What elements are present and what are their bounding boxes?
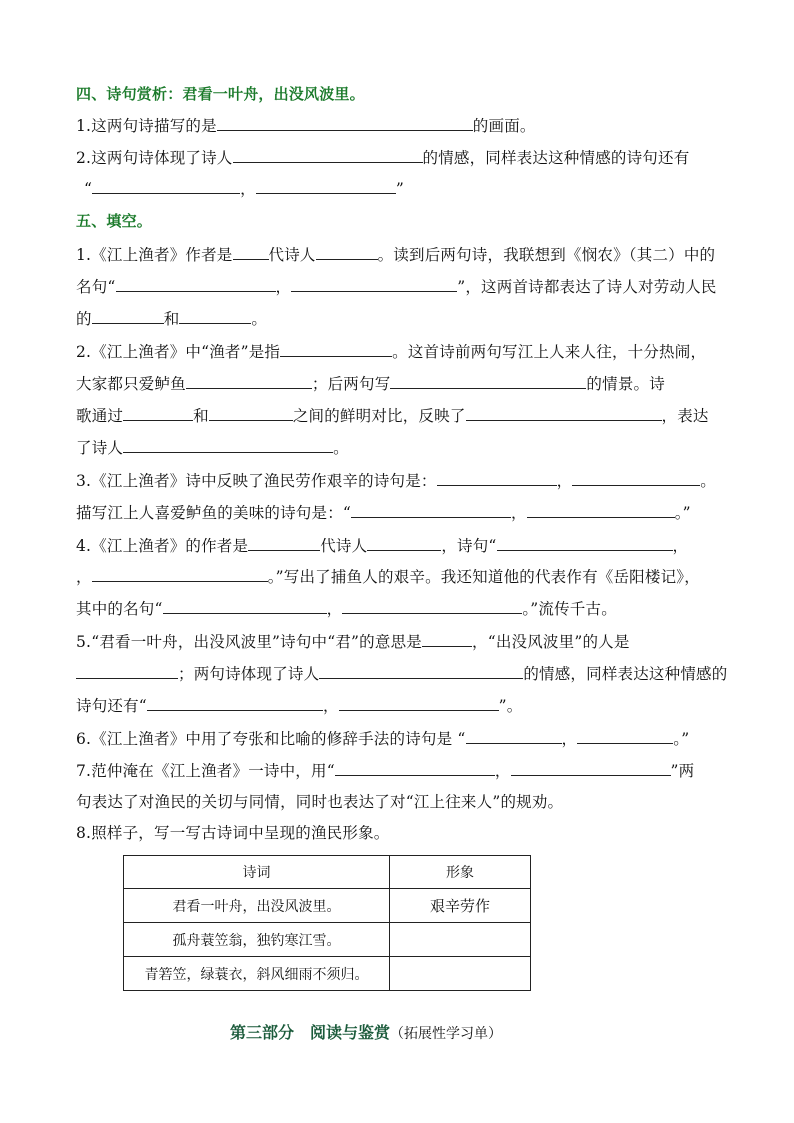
answer-blank[interactable] [233, 147, 423, 163]
q-text: 3.《江上渔者》诗中反映了渔民劳作艰辛的诗句是： [76, 472, 437, 490]
answer-blank[interactable] [351, 502, 511, 518]
section4-q2 [76, 147, 689, 168]
answer-blank[interactable] [577, 728, 673, 744]
section4-q1 [76, 115, 536, 136]
q-text: ， [511, 504, 527, 522]
answer-blank[interactable] [116, 276, 276, 292]
q-text: ” [395, 180, 404, 198]
q-text: 之间的鲜明对比，反映了 [292, 407, 466, 425]
answer-blank[interactable] [572, 470, 700, 486]
q-text: 5.“君看一叶舟，出没风波里”诗句中“君”的意思是 [76, 633, 422, 651]
table-cell-image-answer[interactable] [390, 923, 531, 957]
s5-q7-l2: 句表达了对渔民的关切与同情，同时也表达了对“江上往来人”的规劝。 [76, 793, 564, 811]
section5-heading: 五、填空。 [76, 212, 153, 230]
q-text: 1.《江上渔者》作者是 [76, 246, 233, 264]
section4-q2-cont [84, 178, 404, 199]
answer-blank[interactable] [280, 341, 392, 357]
answer-blank[interactable] [92, 566, 268, 582]
q-text: ， [326, 600, 343, 618]
q-text: ；两句诗体现了诗人 [178, 665, 320, 683]
q-text: ， [672, 537, 689, 555]
table-row [124, 957, 531, 991]
poem-image-table [123, 855, 531, 991]
table-cell-poem: 青箬笠，绿蓑衣，斜风细雨不须归。 [124, 957, 390, 991]
q-text: ， [275, 278, 292, 296]
q-text: “ [84, 180, 93, 198]
q-text: 的情感，同样表达这种情感的诗句还有 [422, 149, 690, 167]
s5-q2-l2 [76, 373, 665, 394]
s5-q5-l3 [76, 695, 522, 716]
s5-q1-l2 [76, 276, 717, 297]
answer-blank[interactable] [527, 502, 675, 518]
part3-subtitle: （拓展性学习单） [390, 1026, 503, 1042]
s5-q2-l3 [76, 405, 709, 426]
answer-blank[interactable] [92, 308, 164, 324]
table-header-poem: 诗词 [124, 856, 390, 889]
q-text: 和 [163, 310, 180, 328]
answer-blank[interactable] [466, 728, 562, 744]
table-cell-image-answer[interactable] [390, 957, 531, 991]
q-text: 。这首诗前两句写江上人来人往，十分热闹， [392, 343, 707, 361]
table-cell-image: 艰辛劳作 [390, 889, 531, 923]
answer-blank[interactable] [163, 598, 327, 614]
q-text: ”。 [498, 697, 523, 715]
answer-blank[interactable] [233, 244, 269, 260]
answer-blank[interactable] [422, 631, 472, 647]
q-text: 。”写出了捕鱼人的艰辛。我还知道他的代表作有《岳阳楼记》， [267, 568, 700, 586]
q-text: 歌通过 [76, 407, 124, 425]
q-text: ；后两句写 [311, 375, 391, 393]
q-text: ， [240, 180, 256, 198]
q-text: 大家都只爱鲈鱼 [76, 375, 186, 393]
q-text: 。 [333, 439, 349, 457]
answer-blank[interactable] [209, 405, 293, 421]
answer-blank[interactable] [390, 373, 586, 389]
q-text: 名句“ [76, 278, 116, 296]
s5-q6 [76, 728, 689, 749]
q-text: 6.《江上渔者》中用了夸张和比喻的修辞手法的诗句是 “ [76, 730, 466, 748]
table-header-row [124, 856, 531, 889]
q-text: ， [561, 730, 578, 748]
q-text: ， [556, 472, 573, 490]
q-text: 了诗人 [76, 439, 124, 457]
s5-q2-l4 [76, 437, 349, 458]
q-text: 7.范仲淹在《江上渔者》一诗中，用“ [76, 762, 335, 780]
s5-q2-l1 [76, 341, 706, 362]
q-text: 的画面。 [472, 117, 536, 135]
s5-q3-l2 [76, 502, 691, 523]
answer-blank[interactable] [217, 115, 473, 131]
answer-blank[interactable] [123, 405, 193, 421]
answer-blank[interactable] [123, 437, 333, 453]
answer-blank[interactable] [186, 373, 312, 389]
q-text: ”两 [670, 762, 695, 780]
q-text: 其中的名句“ [76, 600, 163, 618]
answer-blank[interactable] [256, 178, 396, 194]
answer-blank[interactable] [497, 535, 673, 551]
q-text: 2.这两句诗体现了诗人 [76, 149, 233, 167]
q-text: ”，这两首诗都表达了诗人对劳动人民 [457, 278, 717, 296]
answer-blank[interactable] [147, 695, 323, 711]
q-text: 描写江上人喜爱鲈鱼的美味的诗句是：“ [76, 504, 352, 522]
answer-blank[interactable] [248, 535, 320, 551]
answer-blank[interactable] [291, 276, 457, 292]
q-text: 2.《江上渔者》中“渔者”是指 [76, 343, 281, 361]
q-text: 。” [673, 730, 690, 748]
q-text: 。 [700, 472, 716, 490]
s5-q7-l1 [76, 760, 694, 781]
table-cell-poem: 孤舟蓑笠翁，独钓寒江雪。 [124, 923, 390, 957]
q-text: 4.《江上渔者》的作者是 [76, 537, 249, 555]
answer-blank[interactable] [335, 760, 495, 776]
q-text: 诗句还有“ [76, 697, 147, 715]
answer-blank[interactable] [466, 405, 662, 421]
q-text: 的 [76, 310, 92, 328]
q-text: 和 [193, 407, 209, 425]
s5-q4-l3 [76, 598, 617, 619]
q-text: ，“出没风波里”的人是 [472, 633, 630, 651]
answer-blank[interactable] [179, 308, 251, 324]
q-text: 的情景。诗 [586, 375, 665, 393]
q-text: 的情感，同样表达这种情感的 [523, 665, 728, 683]
q-text: 。读到后两句诗，我联想到《悯农》（其二）中的 [377, 246, 716, 264]
table-row [124, 889, 531, 923]
answer-blank[interactable] [437, 470, 557, 486]
answer-blank[interactable] [511, 760, 671, 776]
answer-blank[interactable] [319, 663, 523, 679]
s5-q5-l1 [76, 631, 630, 652]
q-text: 。”流传千古。 [522, 600, 617, 618]
answer-blank[interactable] [342, 598, 522, 614]
q-text: ， [76, 568, 92, 586]
table-row [124, 923, 531, 957]
answer-blank[interactable] [92, 178, 240, 194]
answer-blank[interactable] [367, 535, 441, 551]
answer-blank[interactable] [76, 663, 178, 679]
q-text: 代诗人 [268, 246, 316, 264]
s5-q1-l3 [76, 308, 267, 329]
table-header-image: 形象 [390, 856, 531, 889]
s5-q5-l2 [76, 663, 727, 684]
q-text: 1.这两句诗描写的是 [76, 117, 217, 135]
q-text: 。 [251, 310, 268, 328]
answer-blank[interactable] [339, 695, 499, 711]
q-text: ，诗句“ [441, 537, 497, 555]
q-text: 代诗人 [320, 537, 368, 555]
q-text: 。” [674, 504, 691, 522]
s5-q1-l1 [76, 244, 715, 265]
answer-blank[interactable] [316, 244, 378, 260]
q-text: ， [322, 697, 339, 715]
part3-title: 第三部分 阅读与鉴赏 [230, 1023, 391, 1042]
q-text: ， [494, 762, 511, 780]
q-text: ，表达 [661, 407, 709, 425]
s5-q4-l2 [76, 566, 700, 587]
section4-heading: 四、诗句赏析：君看一叶舟，出没风波里。 [76, 85, 365, 103]
table-cell-poem: 君看一叶舟，出没风波里。 [124, 889, 390, 923]
part3-title-line [230, 1020, 502, 1043]
s5-q3-l1 [76, 470, 716, 491]
s5-q4-l1 [76, 535, 688, 556]
s5-q8: 8.照样子，写一写古诗词中呈现的渔民形象。 [76, 824, 390, 842]
